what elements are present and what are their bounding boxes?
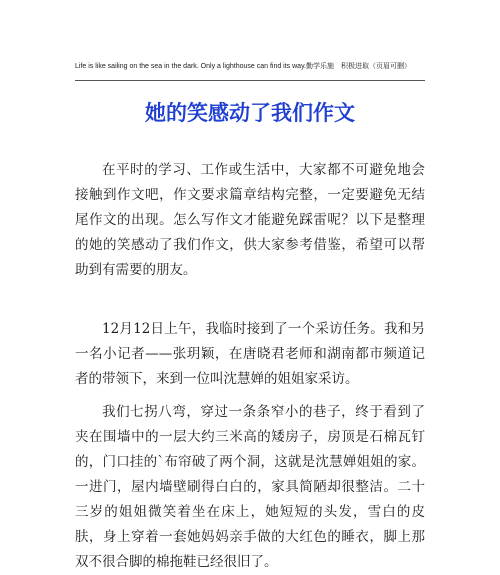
- paragraph-intro: 在平时的学习、工作或生活中，大家都不可避免地会接触到作文吧，作文要求篇章结构完整，一定要避免无结尾作文的出现。怎么写作文才能避免踩雷呢？以下是整理的她的笑感动了我们作文，供大家参考借鉴，希望可以帮助到有需要的朋友。: [75, 162, 425, 278]
- header-divider: [75, 80, 425, 81]
- document-body: [75, 158, 425, 575]
- paragraph-1: 12月12日上午，我临时接到了一个采访任务。我和另一名小记者——张玥颖，在唐晓君老师和湖南都市频道记者的带领下，来到一位叫沈慧婵的姐姐家采访。: [75, 321, 425, 387]
- page-header-text: Life is like sailing on the sea in the dark. Only a lighthouse can find its way.勤学乐施 积极进取（页眉可删）: [75, 63, 411, 70]
- document-title: 她的笑感动了我们作文: [145, 101, 355, 125]
- paragraph-2: 我们七拐八弯，穿过一条条窄小的巷子，终于看到了夹在围墙中的一层大约三米高的矮房子，房顶是石棉瓦钉的，门口挂的`布帘破了两个洞，这就是沈慧婵姐姐的家。一进门，屋内墙壁刷得白白的，家具简陋却很整洁。二十三岁的姐姐微笑着坐在床上，她短短的头发，雪白的皮肤，身上穿着一套她妈妈亲手做的大红色的睡衣，脚上那双不很合脚的棉拖鞋已经很旧了。: [75, 404, 425, 570]
